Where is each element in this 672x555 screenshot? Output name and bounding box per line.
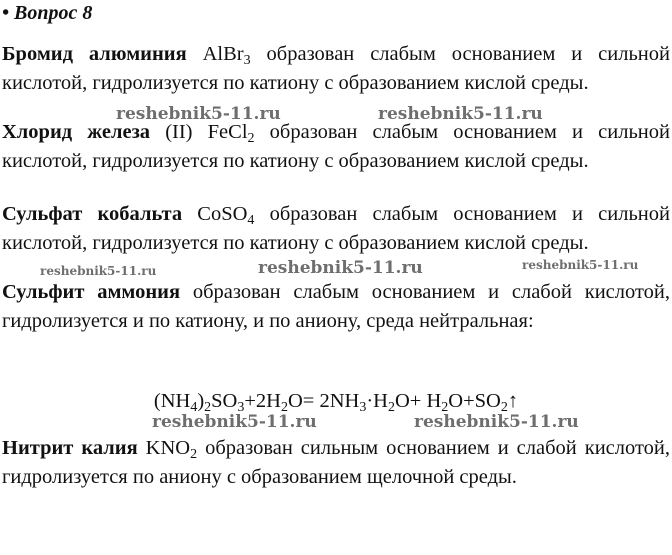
eq-part: O= 2NH: [287, 390, 360, 412]
eq-part: SO: [211, 390, 238, 412]
eq-sub: 3: [237, 400, 245, 415]
eq-part: O+ H: [394, 390, 442, 412]
watermark-text: reshebnik5-11.ru: [378, 104, 543, 124]
watermark-text: reshebnik5-11.ru: [152, 412, 317, 432]
eq-sub: 2: [387, 400, 395, 415]
eq-sub: 2: [204, 400, 212, 415]
formula-subscript: 4: [247, 213, 255, 228]
description: образован слабым основанием и сильной кислотой, гидролизуется по катиону с образованием кислой среды.: [2, 43, 670, 94]
eq-part: (NH: [153, 390, 191, 412]
hydrolysis-equation: [0, 388, 672, 414]
eq-sub: 3: [359, 400, 367, 415]
question-title: • Вопрос 8: [2, 2, 93, 24]
eq-sub: 2: [280, 400, 288, 415]
oxidation-state: (II): [150, 121, 208, 143]
paragraph-potassium-nitrite: [2, 434, 670, 492]
eq-part: ↑: [507, 390, 519, 412]
paragraph-iron-chloride: [2, 118, 670, 176]
description: образован слабым основанием и сильной кислотой, гидролизуется по катиону с образованием кислой среды.: [2, 203, 670, 254]
watermark-text: reshebnik5-11.ru: [258, 258, 423, 278]
paragraph-ammonium-sulfite: [2, 278, 670, 336]
formula-subscript: 2: [247, 131, 255, 146]
watermark-text: reshebnik5-11.ru: [522, 258, 639, 272]
formula-text: AlBr: [202, 43, 244, 65]
description: образован слабым основанием и слабой кислотой, гидролизуется и по катиону, и по аниону, среда нейтральная:: [2, 281, 671, 332]
description: образован сильным основанием и слабой кислотой, гидролизуется по аниону с образованием щелочной среды.: [2, 437, 671, 488]
eq-part: +2H: [244, 390, 281, 412]
eq-sub: 4: [190, 400, 198, 415]
formula-subscript: 2: [190, 447, 198, 462]
term: Нитрит калия: [2, 437, 138, 459]
eq-part: ): [197, 390, 205, 412]
eq-part: ·H: [366, 390, 388, 412]
formula-text: CoSO: [182, 203, 248, 225]
term: Сульфит аммония: [2, 281, 181, 303]
watermark-text: reshebnik5-11.ru: [40, 264, 157, 278]
formula-text: FeCl: [207, 121, 248, 143]
eq-part: O+SO: [448, 390, 501, 412]
paragraph-aluminium-bromide: [2, 40, 670, 98]
formula-subscript: 3: [243, 53, 251, 68]
term: Бромид алюминия: [2, 43, 187, 65]
paragraph-cobalt-sulfate: [2, 200, 670, 258]
eq-sub: 2: [441, 400, 449, 415]
eq-sub: 2: [500, 400, 508, 415]
watermark-text: reshebnik5-11.ru: [116, 104, 281, 124]
watermark-text: reshebnik5-11.ru: [414, 412, 579, 432]
description: образован слабым основанием и сильной кислотой, гидролизуется по катиону с образованием кислой среды.: [2, 121, 670, 172]
term: Сульфат кобальта: [2, 203, 183, 225]
formula-text: KNO: [137, 437, 191, 459]
term: Хлорид железа: [2, 121, 151, 143]
